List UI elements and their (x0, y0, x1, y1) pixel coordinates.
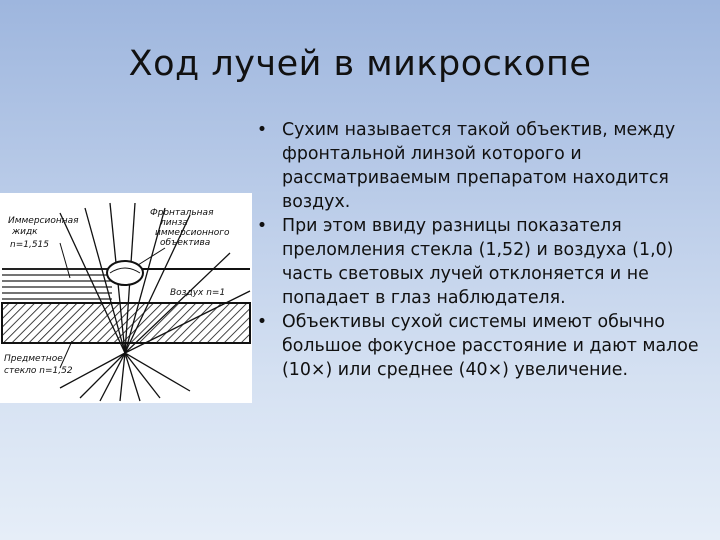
bullet-list (252, 118, 712, 382)
bullet-text: Сухим называется такой объектив, между фронтальной линзой которого и рассматриваемым препаратом находится воздух. (282, 120, 676, 212)
bullet-item-1 (252, 118, 712, 214)
bullet-item-2 (252, 214, 712, 310)
label-immersion-n: n=1,515 (10, 240, 50, 250)
label-slide-2: стекло n=1,52 (4, 366, 73, 376)
label-slide-1: Предметное (4, 354, 63, 364)
label-lens-1: Фронтальная (150, 208, 214, 218)
bullet-text: Объективы сухой системы имеют обычно большое фокусное расстояние и дают малое (10×) или среднее (40×) увеличение. (282, 312, 699, 380)
bullet-marker: • (256, 120, 268, 140)
immersion-liquid (2, 269, 112, 299)
label-lens-3: иммерсионного (155, 228, 230, 238)
bullet-marker: • (256, 312, 268, 332)
label-air: Воздух n=1 (170, 288, 226, 298)
label-immersion-1: Иммерсионная (8, 216, 79, 226)
bullet-text: При этом ввиду разницы показателя преломления стекла (1,52) и воздуха (1,0) часть световых лучей отклоняется и не попадает в глаз наблюдателя. (282, 216, 674, 308)
front-lens (107, 261, 143, 285)
ray-path-diagram (0, 193, 252, 403)
label-immersion-2: жидк (12, 227, 38, 237)
ray-diagram-svg (0, 193, 252, 403)
bullet-item-3 (252, 310, 712, 382)
label-lens-4: объектива (160, 238, 211, 248)
bullet-marker: • (256, 216, 268, 236)
slide-title: Ход лучей в микроскопе (128, 44, 592, 84)
label-lens-2: линза (160, 218, 188, 228)
